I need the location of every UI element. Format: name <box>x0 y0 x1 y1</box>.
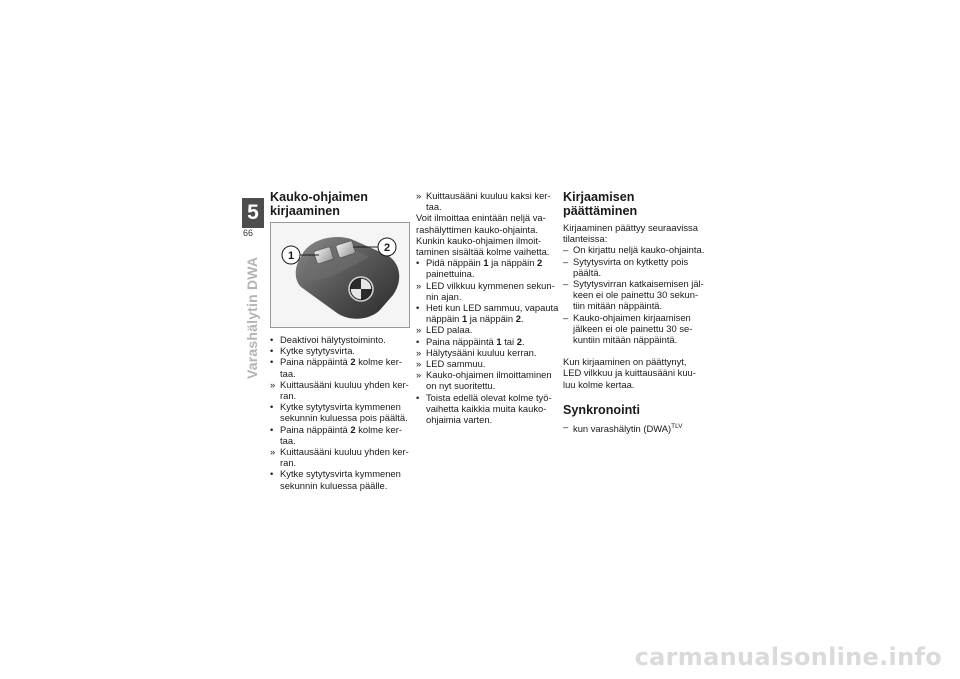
line-text: ohjaimia varten. <box>426 414 493 426</box>
line-marker: » <box>270 378 276 390</box>
text-line <box>270 446 410 457</box>
line-text: Pidä näppäin <box>426 257 484 269</box>
line-text: tilanteissa: <box>563 233 608 245</box>
column-2 <box>416 190 559 426</box>
text-line <box>270 356 410 367</box>
line-text: ran. <box>280 390 297 402</box>
line-text: Kuittausääni kuuluu yhden ker- <box>280 378 409 390</box>
text-line <box>270 368 410 379</box>
line-text: sekunnin kuluessa päälle. <box>280 479 388 491</box>
text-line <box>416 380 556 391</box>
line-marker: » <box>416 279 422 291</box>
callout-2-label: 2 <box>383 242 391 254</box>
line-marker: – <box>563 278 569 290</box>
line-text: taa. <box>280 434 296 446</box>
line-text: Paina näppäintä <box>280 423 351 435</box>
text-line <box>416 201 556 212</box>
text-line <box>563 256 708 267</box>
line-text: LED sammuu. <box>426 358 486 370</box>
text-line <box>270 435 410 446</box>
line-marker: • <box>270 468 274 480</box>
line-marker: » <box>416 190 422 201</box>
line-text: On kirjattu neljä kauko-ohjainta. <box>573 244 705 256</box>
text-line <box>416 358 556 369</box>
chapter-number: 5 <box>247 201 259 224</box>
text-line <box>270 424 410 435</box>
sync-text: kun varashälytin (DWA) <box>573 422 672 434</box>
remote-control-figure <box>270 222 410 328</box>
line-text: kolme ker- <box>355 423 402 435</box>
line-text: näppäin <box>426 313 462 325</box>
line-marker: » <box>416 369 422 381</box>
line-text: kuntiin mitään näppäintä. <box>573 334 678 346</box>
text-line <box>416 336 556 347</box>
end-registration-result <box>563 356 708 390</box>
text-line <box>270 401 410 412</box>
line-marker: • <box>270 356 274 368</box>
heading-registration-line2: kirjaaminen <box>270 204 340 218</box>
line-marker: – <box>563 244 569 256</box>
line-text: vaihetta kaikkia muita kauko- <box>426 402 547 414</box>
key-number: 1 <box>483 257 489 269</box>
line-marker: » <box>416 358 422 370</box>
line-text: kolme ker- <box>355 356 402 368</box>
chapter-side-title: Varashälytin DWA <box>244 256 260 379</box>
line-text: ran. <box>280 457 297 469</box>
line-text: Kun kirjaaminen on päättynyt, <box>563 356 687 368</box>
text-line <box>563 367 708 378</box>
text-line <box>416 280 556 291</box>
text-line <box>270 345 410 356</box>
line-text: Kauko-ohjaimen kirjaamisen <box>573 311 691 323</box>
line-marker: » <box>270 446 276 458</box>
line-text: . <box>520 313 524 325</box>
watermark: carmanualsonline.info <box>634 643 942 671</box>
line-text: luu kolme kertaa. <box>563 378 635 390</box>
text-line <box>270 468 410 479</box>
line-text: Kauko-ohjaimen ilmoittaminen <box>426 369 552 381</box>
line-marker: • <box>416 257 420 269</box>
line-text: Paina näppäintä <box>280 356 351 368</box>
text-line <box>416 291 556 302</box>
line-text: Kuittausääni kuuluu kaksi ker- <box>426 190 551 201</box>
key-number: 2 <box>537 257 543 269</box>
sync-dash: – <box>563 420 569 432</box>
heading-registration <box>270 190 410 218</box>
remote-key-illustration <box>271 223 409 327</box>
sync-superscript: TLV <box>671 422 683 430</box>
text-line <box>270 457 410 468</box>
line-text: LED vilkkuu kymmenen sekun- <box>426 279 555 291</box>
text-line <box>416 324 556 335</box>
text-line <box>416 257 556 268</box>
heading-synchronisation: Synkronointi <box>563 402 640 417</box>
line-text: Kytke sytytysvirta kymmenen <box>280 468 401 480</box>
text-line <box>563 334 708 345</box>
text-line <box>416 190 556 201</box>
line-text: jälkeen ei ole painettu 30 se- <box>573 322 693 334</box>
heading-registration-line1: Kauko-ohjaimen <box>270 190 368 204</box>
line-marker: – <box>563 311 569 323</box>
text-line <box>416 268 556 279</box>
line-marker: • <box>416 391 420 403</box>
line-marker: • <box>270 423 274 435</box>
text-line <box>270 334 410 345</box>
text-line <box>416 369 556 380</box>
text-line <box>563 278 708 289</box>
text-line <box>563 356 708 367</box>
line-text: painettuina. <box>426 268 475 280</box>
line-text: on nyt suoritettu. <box>426 380 496 392</box>
line-marker: » <box>416 346 422 358</box>
line-text: nin ajan. <box>426 290 462 302</box>
line-text: tai <box>501 335 517 347</box>
line-text: Sytytysvirta on kytketty pois <box>573 255 689 267</box>
sync-item <box>563 421 708 434</box>
page-number: 66 <box>243 228 254 238</box>
text-line <box>416 212 556 223</box>
line-text: rashälyttimen kauko-ohjainta. <box>416 223 538 235</box>
text-line <box>563 379 708 390</box>
end-registration-conditions <box>563 222 708 345</box>
text-line <box>416 302 559 314</box>
key-number: 1 <box>461 313 468 325</box>
line-text: LED palaa. <box>426 324 473 336</box>
line-marker: • <box>270 334 274 345</box>
line-text: Kytke sytytysvirta. <box>280 345 356 357</box>
line-text: Hälytysääni kuuluu kerran. <box>426 346 537 358</box>
text-line <box>416 392 556 403</box>
line-text: Kunkin kauko-ohjaimen ilmoit- <box>416 234 542 246</box>
line-text: . <box>521 335 525 347</box>
text-line <box>270 390 410 401</box>
key-number: 2 <box>515 313 521 325</box>
chapter-number-tab <box>242 198 264 228</box>
line-marker: • <box>416 335 420 347</box>
line-text: Toista edellä olevat kolme työ- <box>426 391 552 403</box>
text-line <box>563 233 708 244</box>
key-number: 2 <box>350 423 356 435</box>
line-text: päältä. <box>573 266 602 278</box>
column-1 <box>270 190 410 491</box>
line-text: ja näppäin <box>488 257 538 269</box>
line-text: Kirjaaminen päättyy seuraavissa <box>563 222 698 233</box>
line-text: Deaktivoi hälytystoiminto. <box>280 334 386 345</box>
text-line <box>416 347 556 358</box>
text-line <box>563 244 708 255</box>
text-line <box>416 235 556 246</box>
text-line <box>416 224 556 235</box>
line-text: ja näppäin <box>467 313 516 325</box>
line-text: taa. <box>280 367 296 379</box>
text-line <box>563 222 708 233</box>
key-number: 2 <box>350 356 356 368</box>
text-line <box>270 480 410 491</box>
line-text: Paina näppäintä <box>426 335 497 347</box>
key-number: 2 <box>516 335 522 347</box>
text-line <box>563 312 708 323</box>
text-line <box>270 379 410 390</box>
line-marker: » <box>416 324 422 336</box>
registration-steps <box>270 334 410 491</box>
line-marker: • <box>270 401 274 413</box>
line-text: tiin mitään näppäintä. <box>573 300 663 312</box>
text-line <box>416 414 556 425</box>
line-marker: – <box>563 255 569 267</box>
line-text: LED vilkkuu ja kuittausääni kuu- <box>563 367 696 379</box>
registration-steps-continued <box>416 190 559 426</box>
line-text: taa. <box>426 201 442 213</box>
line-text: keen ei ole painettu 30 sekun- <box>573 289 699 301</box>
line-text: Heti kun LED sammuu, vapauta <box>426 302 559 314</box>
text-line <box>563 289 708 300</box>
text-line <box>563 267 708 278</box>
line-marker: • <box>270 345 274 357</box>
line-text: Sytytysvirran katkaisemisen jäl- <box>573 278 704 290</box>
text-line <box>416 403 556 414</box>
heading-end-registration: Kirjaamisen päättäminen <box>563 190 638 218</box>
line-text: Kuittausääni kuuluu yhden ker- <box>280 446 409 458</box>
text-line <box>563 300 708 311</box>
line-text: sekunnin kuluessa pois päältä. <box>280 412 408 424</box>
column-3 <box>563 190 708 434</box>
text-line <box>416 246 556 257</box>
callout-1-label: 1 <box>287 250 295 262</box>
text-line <box>416 313 556 324</box>
line-text: taminen sisältää kolme vaihetta. <box>416 246 550 258</box>
text-line <box>270 412 410 423</box>
key-number: 1 <box>496 335 502 347</box>
text-line <box>563 323 708 334</box>
line-marker: • <box>416 302 420 314</box>
line-text: Voit ilmoittaa enintään neljä va- <box>416 212 546 224</box>
line-text: Kytke sytytysvirta kymmenen <box>280 401 401 413</box>
